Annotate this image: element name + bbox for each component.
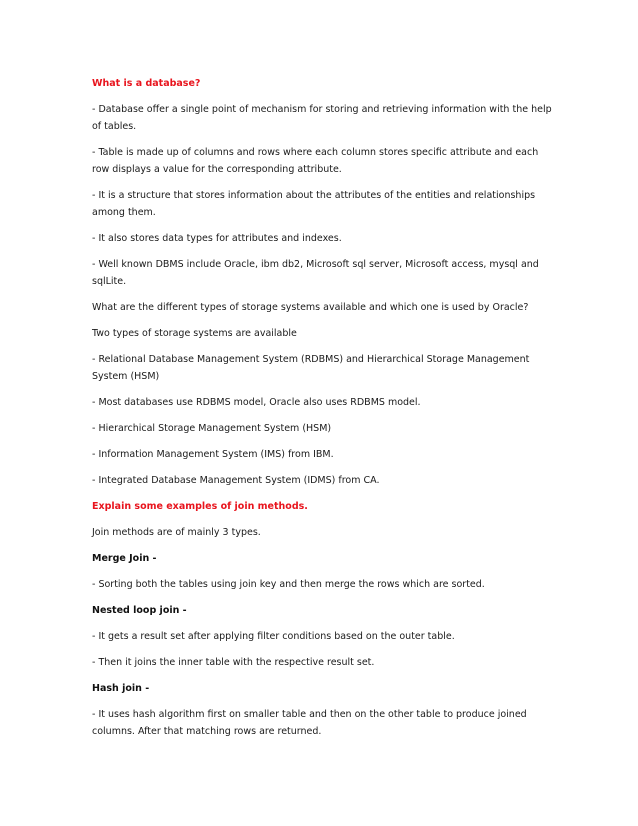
question-storage-systems: What are the different types of storage systems available and which one is used by Oracle? <box>92 302 529 313</box>
paragraph: - Relational Database Management System (RDBMS) and Hierarchical Storage Management System (HSM) <box>92 354 530 382</box>
paragraph: - Database offer a single point of mechanism for storing and retrieving information with the help of tables. <box>92 104 552 132</box>
paragraph: - Sorting both the tables using join key and then merge the rows which are sorted. <box>92 579 485 590</box>
heading-merge-join: Merge Join - <box>92 553 157 564</box>
paragraph: - It gets a result set after applying filter conditions based on the outer table. <box>92 631 455 642</box>
paragraph: - It also stores data types for attributes and indexes. <box>92 233 342 244</box>
paragraph: - Information Management System (IMS) from IBM. <box>92 449 334 460</box>
paragraph: - It is a structure that stores information about the attributes of the entities and relationships among them. <box>92 190 536 218</box>
heading-join-methods: Explain some examples of join methods. <box>92 501 308 512</box>
document-body <box>92 75 552 749</box>
heading-what-is-database: What is a database? <box>92 78 201 89</box>
paragraph: - Well known DBMS include Oracle, ibm db2, Microsoft sql server, Microsoft access, mysql and sqlLite. <box>92 259 539 287</box>
paragraph: - It uses hash algorithm first on smaller table and then on the other table to produce joined columns. After that matching rows are returned. <box>92 709 527 737</box>
heading-nested-loop-join: Nested loop join - <box>92 605 187 616</box>
paragraph: Join methods are of mainly 3 types. <box>92 527 261 538</box>
paragraph: - Table is made up of columns and rows where each column stores specific attribute and each row displays a value for the corresponding attribute. <box>92 147 539 175</box>
paragraph: - Integrated Database Management System (IDMS) from CA. <box>92 475 380 486</box>
paragraph: Two types of storage systems are available <box>92 328 297 339</box>
paragraph: - Hierarchical Storage Management System (HSM) <box>92 423 332 434</box>
heading-hash-join: Hash join - <box>92 683 150 694</box>
paragraph: - Then it joins the inner table with the respective result set. <box>92 657 375 668</box>
paragraph: - Most databases use RDBMS model, Oracle also uses RDBMS model. <box>92 397 421 408</box>
